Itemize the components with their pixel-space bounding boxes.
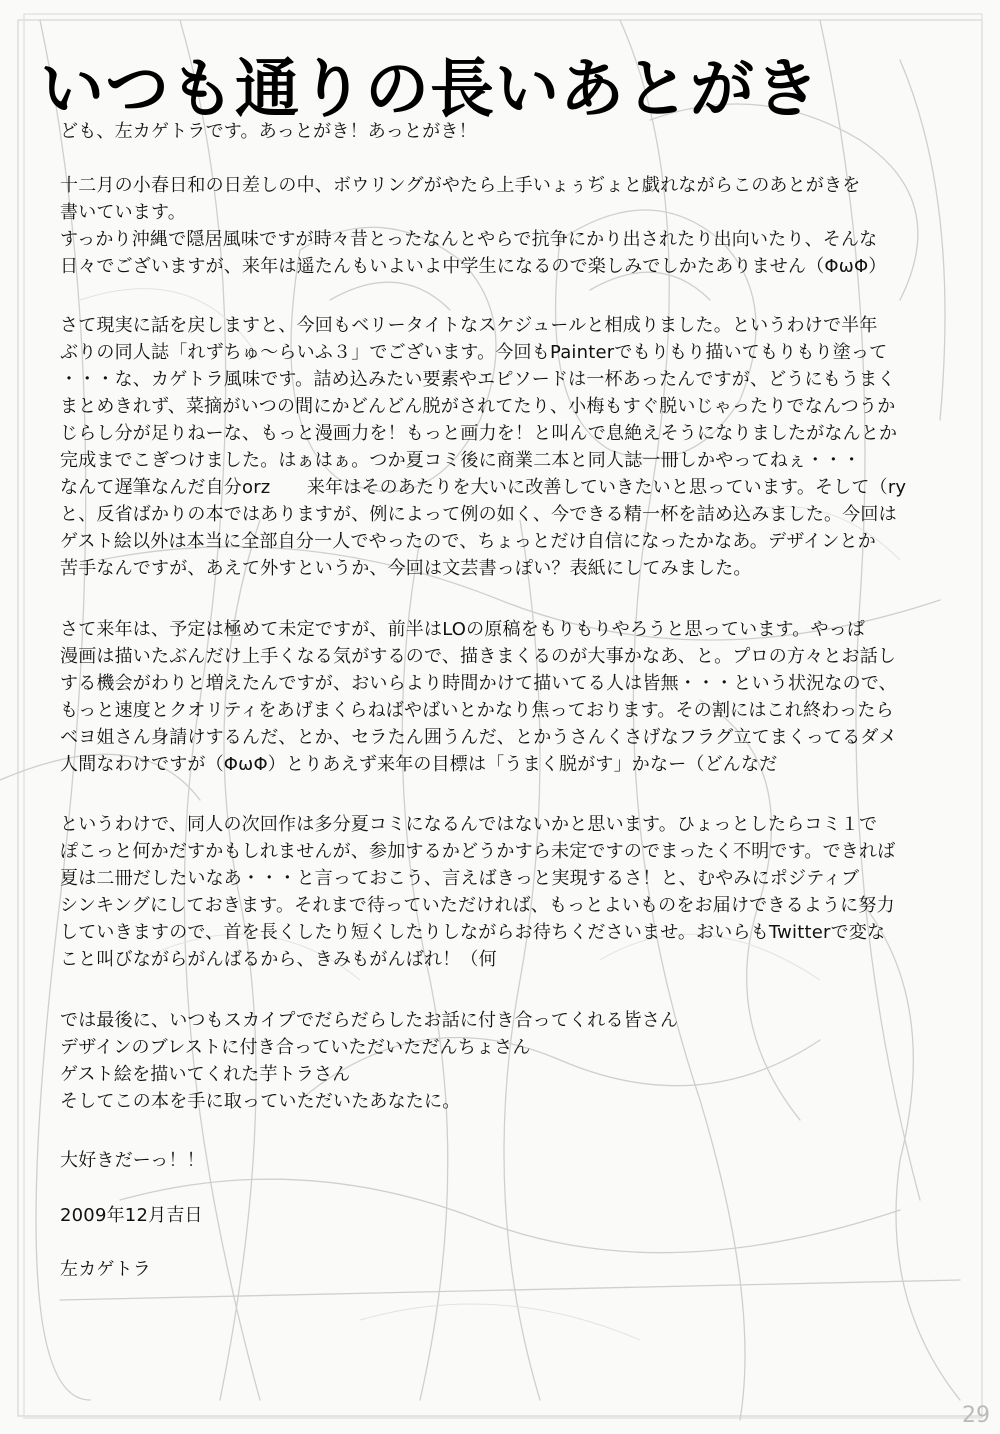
body-line: 書いています。 <box>60 202 186 223</box>
signature-line: 左カゲトラ <box>60 1259 151 1280</box>
body-line: ぶりの同人誌「れずちゅ～らいふ３」でございます。今回もPainterでもりもり描いてもりもり塗って <box>60 342 888 363</box>
body-line: シンキングにしておきます。それまで待っていただければ、もっとよいものをお届けできるように努力 <box>60 895 895 916</box>
body-line: デザインのブレストに付き合っていただいただんちょさん <box>60 1037 531 1058</box>
body-line: そしてこの本を手に取っていただいたあなたに。 <box>60 1091 461 1112</box>
body-line: ども、左カゲトラです。あっとがき！あっとがき！ <box>60 121 477 142</box>
body-line: 漫画は描いたぶんだけ上手くなる気がするので、描きまくるのが大事かなあ、と。プロの方々とお話し <box>60 646 897 667</box>
body-line: と、反省ばかりの本ではありますが、例によって例の如く、今できる精一杯を詰め込みました。今回は <box>60 504 897 525</box>
body-line: じらし分が足りねーな、もっと漫画力を！もっと画力を！と叫んで息絶えそうになりましたがなんとか <box>60 423 898 444</box>
body-line: もっと速度とクオリティをあげまくらねばやばいとかなり焦っております。その割にはこれ終わったら <box>60 700 894 721</box>
date-line: 2009年12月吉日 <box>60 1205 203 1226</box>
body-line: 大好きだーっ！！ <box>60 1150 205 1171</box>
body-line: 完成までこぎつけました。はぁはぁ。つか夏コミ後に商業二本と同人誌一冊しかやってねぇ・・・ <box>60 450 861 471</box>
body-line: ベヨ姐さん身請けするんだ、とか、セラたん囲うんだ、とかうさんくさげなフラグ立てまくってるダメ <box>60 727 897 748</box>
body-line: ぽこっと何かだすかもしれませんが、参加するかどうかすら未定ですのでまったく不明です。できれば <box>60 841 896 862</box>
body-line: 苦手なんですが、あえて外すというか、今回は文芸書っぽい？表紙にしてみました。 <box>60 558 752 579</box>
page-title: いつも通りの長いあとがき <box>40 53 820 127</box>
body-line: すっかり沖縄で隠居風味ですが時々昔とったなんとやらで抗争にかり出されたり出向いたり、そんな <box>60 229 878 250</box>
body-line: 十二月の小春日和の日差しの中、ボウリングがやたら上手いょぅぢょと戯れながらこのあとがきを <box>60 175 861 196</box>
body-line: 日々でございますが、来年は遥たんもいよいよ中学生になるので楽しみでしかたありません（ΦωΦ） <box>60 256 887 277</box>
body-line: こと叫びながらがんばるから、きみもがんばれ！（何 <box>60 949 497 970</box>
body-line: ゲスト絵以外は本当に全部自分一人でやったので、ちょっとだけ自信になったかなあ。デザインとか <box>60 531 876 552</box>
page-number: 29 <box>962 1403 990 1428</box>
body-line: まとめきれず、菜摘がいつの間にかどんどん脱がされてたり、小梅もすぐ脱いじゃったりでなんつうか <box>60 396 896 417</box>
body-line: ・・・な、カゲトラ風味です。詰め込みたい要素やエピソードは一杯あったんですが、どうにもうまく <box>60 369 896 390</box>
body-line: さて現実に話を戻しますと、今回もベリータイトなスケジュールと相成りました。というわけで半年 <box>60 315 878 336</box>
body-line: なんて遅筆なんだ自分orz 来年はそのあたりを大いに改善していきたいと思っています。そして（ry <box>60 477 907 498</box>
body-line: では最後に、いつもスカイプでだらだらしたお話に付き合ってくれる皆さん <box>60 1010 679 1031</box>
body-line: する機会がわりと増えたんですが、おいらより時間かけて描いてる人は皆無・・・という状況なので、 <box>60 673 897 694</box>
body-line: 人間なわけですが（ΦωΦ）とりあえず来年の目標は「うまく脱がす」かなー（どんなだ <box>60 754 778 775</box>
body-line: 夏は二冊だしたいなあ・・・と言っておこう、言えばきっと実現するさ！と、むやみにポジティブ <box>60 868 860 889</box>
body-line: ゲスト絵を描いてくれた芋トラさん <box>60 1064 351 1085</box>
body-line: さて来年は、予定は極めて未定ですが、前半はLOの原稿をもりもりやろうと思っています。やっぱ <box>60 619 866 640</box>
body-line: というわけで、同人の次回作は多分夏コミになるんではないかと思います。ひょっとしたらコミ１で <box>60 814 878 835</box>
body-line: していきますので、首を長くしたり短くしたりしながらお待ちくださいませ。おいらもTwitterで変な <box>60 922 886 943</box>
